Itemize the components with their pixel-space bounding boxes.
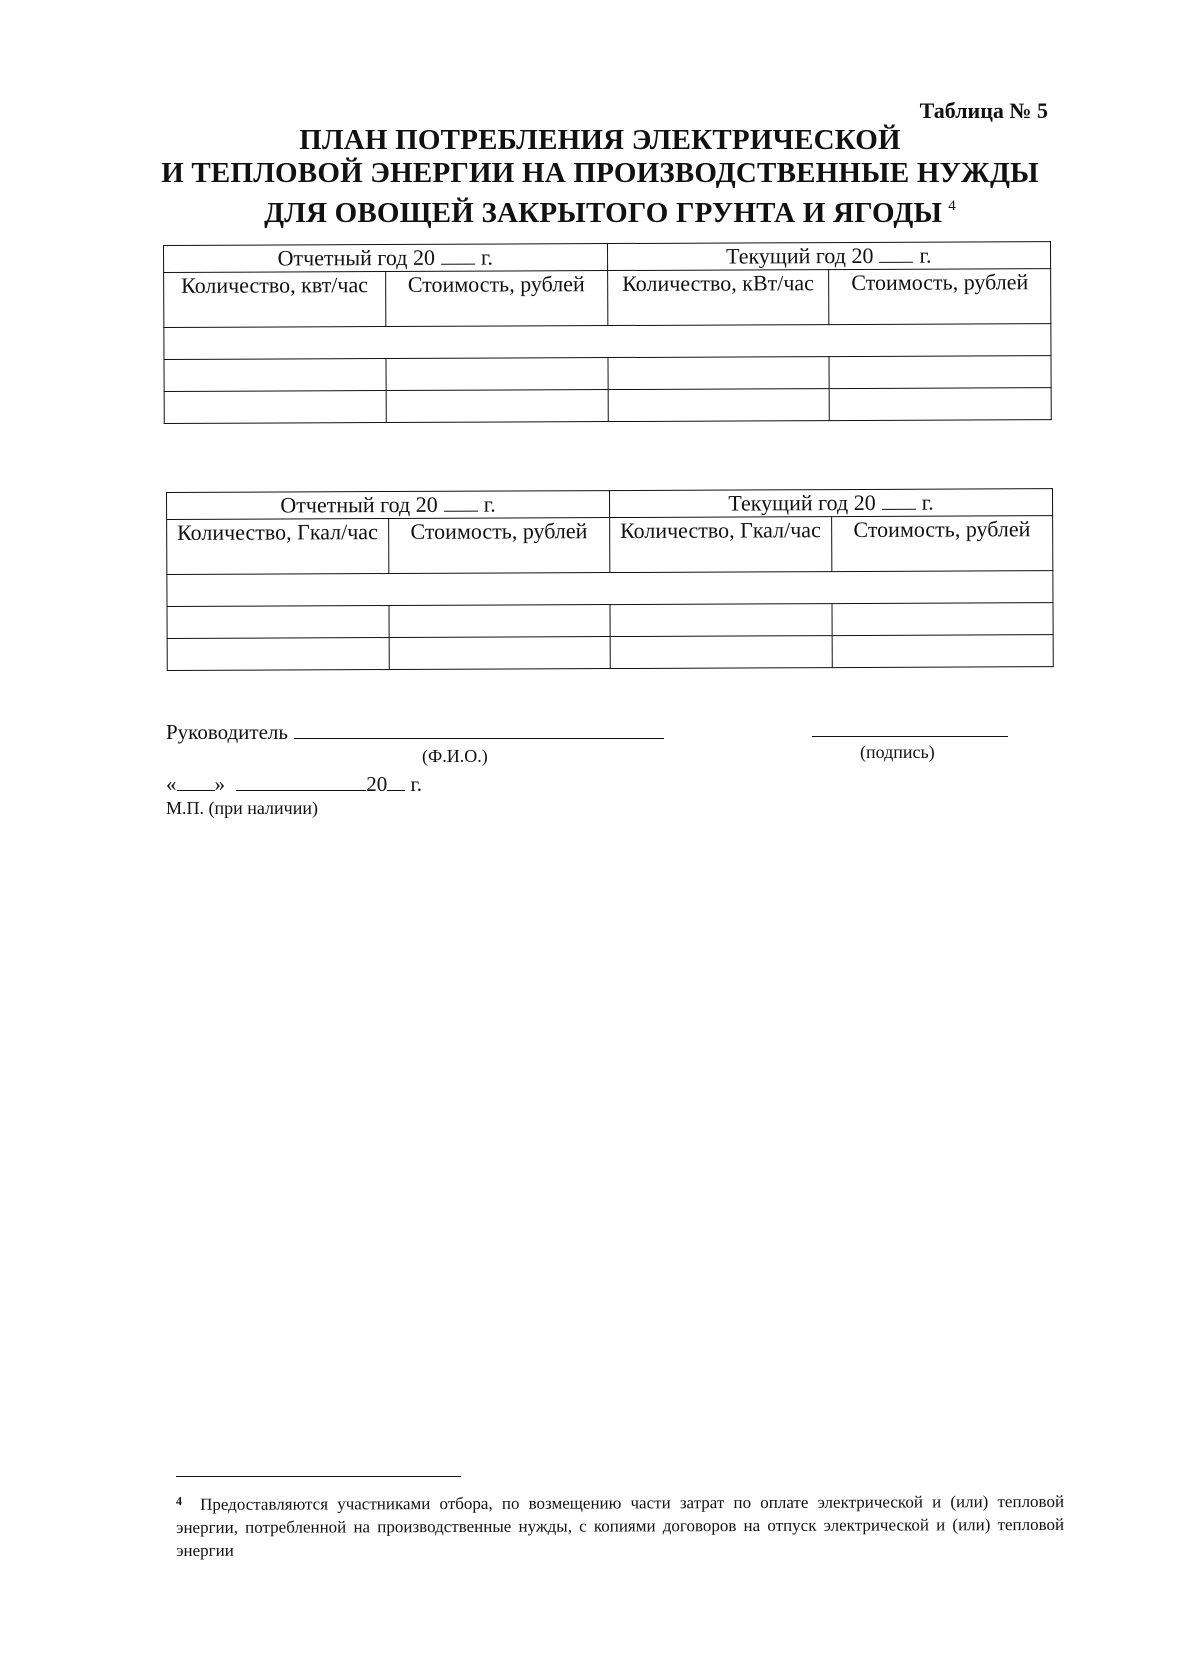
table-cell[interactable] <box>608 389 830 422</box>
document-title <box>0 124 1200 230</box>
table-cell[interactable] <box>167 638 389 671</box>
table-cell[interactable] <box>831 603 1053 636</box>
title-line-2: И ТЕПЛОВОЙ ЭНЕРГИИ НА ПРОИЗВОДСТВЕННЫЕ НУЖДЫ <box>161 157 1039 189</box>
date-open-quote: « <box>166 772 177 796</box>
footnote-divider <box>176 1476 461 1477</box>
year-field[interactable] <box>387 770 405 791</box>
date-row <box>166 770 422 797</box>
table-subheader-row <box>164 269 1051 328</box>
title-line-3-text: ДЛЯ ОВОЩЕЙ ЗАКРЫТОГО ГРУНТА И ЯГОДЫ <box>264 197 943 229</box>
year-blank[interactable] <box>879 244 913 263</box>
table-row <box>164 324 1051 360</box>
table-row <box>164 356 1051 392</box>
signature-block <box>166 718 1046 828</box>
day-field[interactable] <box>177 770 215 791</box>
table-cell[interactable] <box>829 356 1051 389</box>
table-header-row <box>167 489 1053 520</box>
signature-field[interactable] <box>812 736 1008 737</box>
table-header-row <box>164 242 1051 273</box>
column-header: Количество, Гкал/час <box>167 519 389 575</box>
manager-label: Руководитель <box>166 720 288 744</box>
table-cell[interactable] <box>832 635 1054 668</box>
heat-table <box>166 488 1054 671</box>
table-row <box>167 603 1053 639</box>
year-blank[interactable] <box>441 246 475 265</box>
manager-name-field[interactable] <box>294 718 664 739</box>
table-cell[interactable] <box>386 358 608 391</box>
title-line-1: ПЛАН ПОТРЕБЛЕНИЯ ЭЛЕКТРИЧЕСКОЙ <box>299 124 901 156</box>
column-header: Стоимость, рублей <box>829 269 1051 325</box>
table-row <box>167 571 1053 607</box>
footnote-number: 4 <box>176 1493 183 1508</box>
reporting-year-header: Отчетный год 20 г. <box>167 491 610 520</box>
table-cell[interactable] <box>607 357 829 390</box>
table-row <box>167 635 1053 671</box>
footnote <box>176 1487 1064 1562</box>
column-header: Стоимость, рублей <box>388 518 610 574</box>
date-close-quote: » <box>214 772 225 796</box>
electricity-table <box>163 241 1052 424</box>
date-year-suffix: г. <box>410 772 422 796</box>
table-cell[interactable] <box>610 604 832 637</box>
table-cell[interactable] <box>610 636 832 669</box>
table-cell[interactable] <box>167 571 1053 607</box>
title-line-3 <box>0 190 1200 230</box>
column-header: Количество, Гкал/час <box>610 517 832 573</box>
footnote-reference: 4 <box>948 198 956 214</box>
table-subheader-row <box>167 516 1053 575</box>
column-header: Количество, кВт/час <box>607 270 829 326</box>
manager-row <box>166 718 664 745</box>
date-year-prefix: 20 <box>366 772 388 796</box>
table-cell[interactable] <box>164 359 386 392</box>
month-field[interactable] <box>236 770 366 791</box>
footnote-text: Предоставляются участниками отбора, по возмещению части затрат по оплате электрической и (или) тепловой энергии, потребленной на производственные нужды, с копиями договоров на отпуск электрической и (или) тепловой энергии <box>176 1491 1065 1560</box>
table-cell[interactable] <box>164 324 1051 360</box>
current-year-header: Текущий год 20 г. <box>607 242 1051 271</box>
table-cell[interactable] <box>389 637 611 670</box>
table-cell[interactable] <box>167 606 389 639</box>
table-row <box>164 388 1051 424</box>
column-header: Количество, квт/час <box>164 272 386 328</box>
year-blank[interactable] <box>882 491 916 510</box>
table-cell[interactable] <box>164 391 386 424</box>
table-cell[interactable] <box>829 388 1051 421</box>
reporting-year-header: Отчетный год 20 г. <box>164 244 608 273</box>
table-cell[interactable] <box>388 605 610 638</box>
signature-caption: (подпись) <box>860 742 935 762</box>
table-number: Таблица № 5 <box>919 98 1048 123</box>
column-header: Стоимость, рублей <box>385 271 607 327</box>
year-blank[interactable] <box>444 493 478 512</box>
seal-caption: М.П. (при наличии) <box>166 798 318 818</box>
column-header: Стоимость, рублей <box>831 516 1053 572</box>
table-cell[interactable] <box>386 390 608 423</box>
fio-caption: (Ф.И.О.) <box>422 746 488 766</box>
current-year-header: Текущий год 20 г. <box>609 489 1052 518</box>
